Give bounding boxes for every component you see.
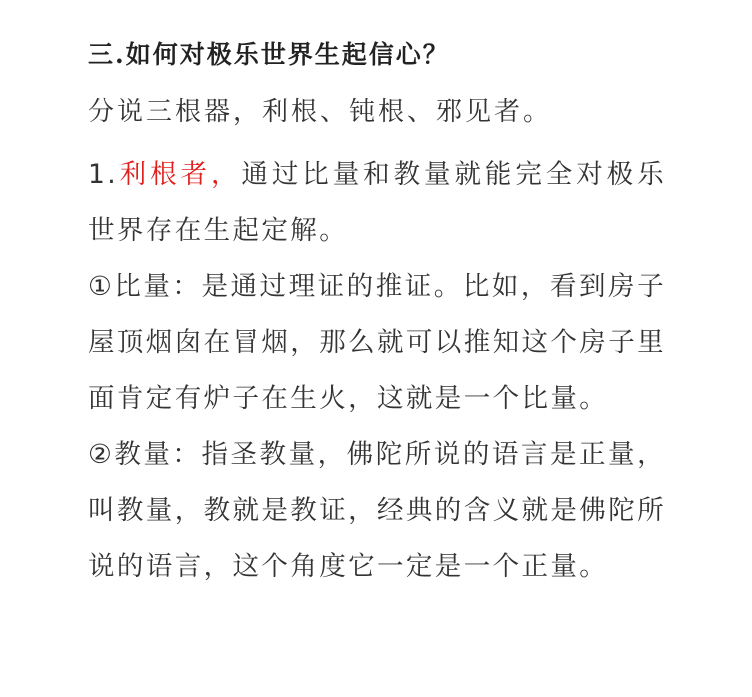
article-body <box>88 40 666 595</box>
item-2-marker: ② <box>88 439 115 470</box>
point-1-highlight: 利根者， <box>118 159 242 190</box>
section-heading: 三.如何对极乐世界生起信心？ <box>88 40 450 69</box>
item-2-paragraph <box>88 427 666 595</box>
item-2-text: 教量：指圣教量，佛陀所说的语言是正量，叫教量，教就是教证，经典的含义就是佛陀所说的语言，这个角度它一定是一个正量。 <box>88 439 666 582</box>
item-1-paragraph <box>88 259 666 427</box>
item-1-marker: ① <box>88 271 115 302</box>
item-1-text: 比量：是通过理证的推证。比如，看到房子屋顶烟囱在冒烟，那么就可以推知这个房子里面肯定有炉子在生火，这就是一个比量。 <box>88 271 666 414</box>
intro-line: 分说三根器，利根、钝根、邪见者。 <box>88 97 553 127</box>
point-1-text: 通过比量和教量就能完全对极乐世界存在生起定解。 <box>88 159 666 246</box>
point-1-paragraph <box>88 147 666 259</box>
point-1-number: 1. <box>88 159 119 190</box>
